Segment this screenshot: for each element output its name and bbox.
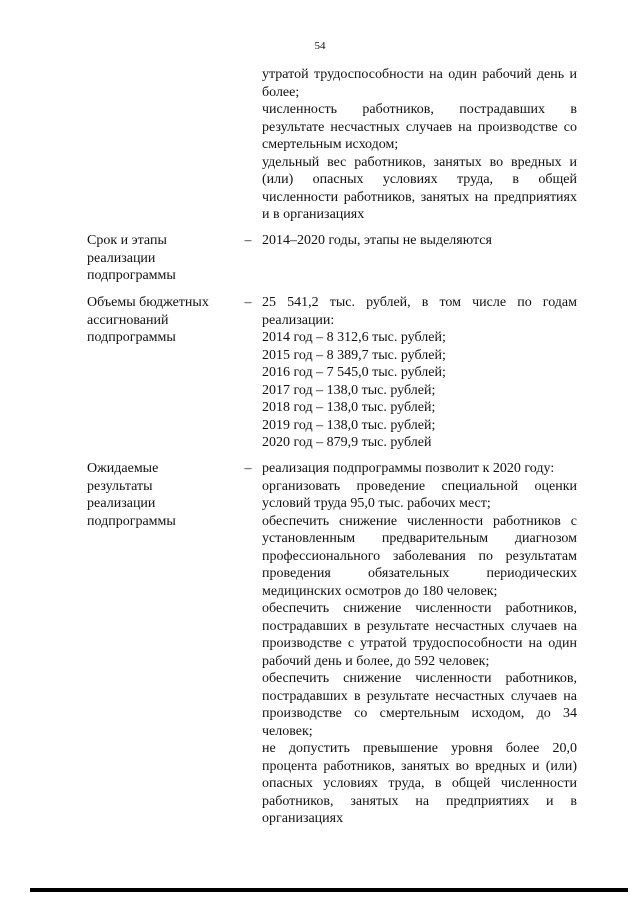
- label-line: реализации: [87, 496, 156, 511]
- indicator-paragraph: численность работников, пострадавших в результате несчастных случаев на производстве со смертельным исходом;: [262, 102, 577, 152]
- label-line: Срок и этапы: [87, 233, 167, 248]
- page-number: 54: [314, 40, 326, 52]
- value-paragraph: не допустить превышение уровня более 20,0 процента работников, занятых во вредных и (или) опасных условиях труда, в общей численности работников, занятых на предприятиях и в организациях: [262, 741, 577, 826]
- row-dash: –: [244, 295, 252, 310]
- label-line: подпрограммы: [87, 268, 176, 283]
- label-line: реализации: [87, 250, 156, 266]
- budget-year-line: 2014 год – 8 312,6 тыс. рублей;: [262, 330, 446, 345]
- value-paragraph: обеспечить снижение численности работников, пострадавших в результате несчастных случаев на производстве со смертельным исходом, до 34 человек;: [262, 671, 577, 739]
- row-label: [87, 460, 237, 530]
- footer-rule: [30, 888, 628, 892]
- row-dash: –: [244, 233, 252, 248]
- label-line: подпрограммы: [87, 330, 176, 345]
- label-line: подпрограммы: [87, 513, 176, 529]
- value-paragraph: организовать проведение специальной оценки условий труда 95,0 тыс. рабочих мест;: [262, 478, 577, 511]
- label-line: ассигнований: [87, 312, 169, 328]
- row-value: [262, 232, 577, 250]
- value-paragraph: 25 541,2 тыс. рублей, в том числе по годам реализации:: [262, 295, 577, 328]
- row-value: [262, 460, 577, 828]
- value-paragraph: обеспечить снижение численности работников с установленным предварительным диагнозом профессионального заболевания по результатам проведения обязательных периодических медицинских осмотров до 180 человек;: [262, 513, 577, 599]
- budget-year-line: 2020 год – 879,9 тыс. рублей: [262, 435, 432, 450]
- row-label: [87, 232, 237, 285]
- row-value: [262, 294, 577, 452]
- row-dash: –: [244, 461, 252, 476]
- label-line: результаты: [87, 478, 153, 494]
- label-line: Объемы бюджетных: [87, 295, 209, 310]
- budget-year-line: 2018 год – 138,0 тыс. рублей;: [262, 400, 436, 415]
- budget-year-line: 2017 год – 138,0 тыс. рублей;: [262, 382, 436, 398]
- indicator-paragraph: утратой трудоспособности на один рабочий день и более;: [262, 67, 577, 100]
- value-paragraph: реализация подпрограммы позволит к 2020 году:: [262, 461, 555, 476]
- indicator-paragraph: удельный вес работников, занятых во вредных и (или) опасных условиях труда, в общей численности работников, занятых на предприятиях и в организациях: [262, 154, 577, 222]
- value-paragraph: 2014–2020 годы, этапы не выделяются: [262, 233, 492, 248]
- label-line: Ожидаемые: [87, 461, 159, 476]
- budget-year-line: 2016 год – 7 545,0 тыс. рублей;: [262, 365, 446, 380]
- value-paragraph: обеспечить снижение численности работников, пострадавших в результате несчастных случаев на производстве с утратой трудоспособности на один рабочий день и более, до 592 человек;: [262, 601, 577, 669]
- budget-year-line: 2019 год – 138,0 тыс. рублей;: [262, 417, 436, 433]
- budget-year-line: 2015 год – 8 389,7 тыс. рублей;: [262, 347, 446, 363]
- continued-indicators: [262, 66, 577, 224]
- row-label: [87, 294, 237, 347]
